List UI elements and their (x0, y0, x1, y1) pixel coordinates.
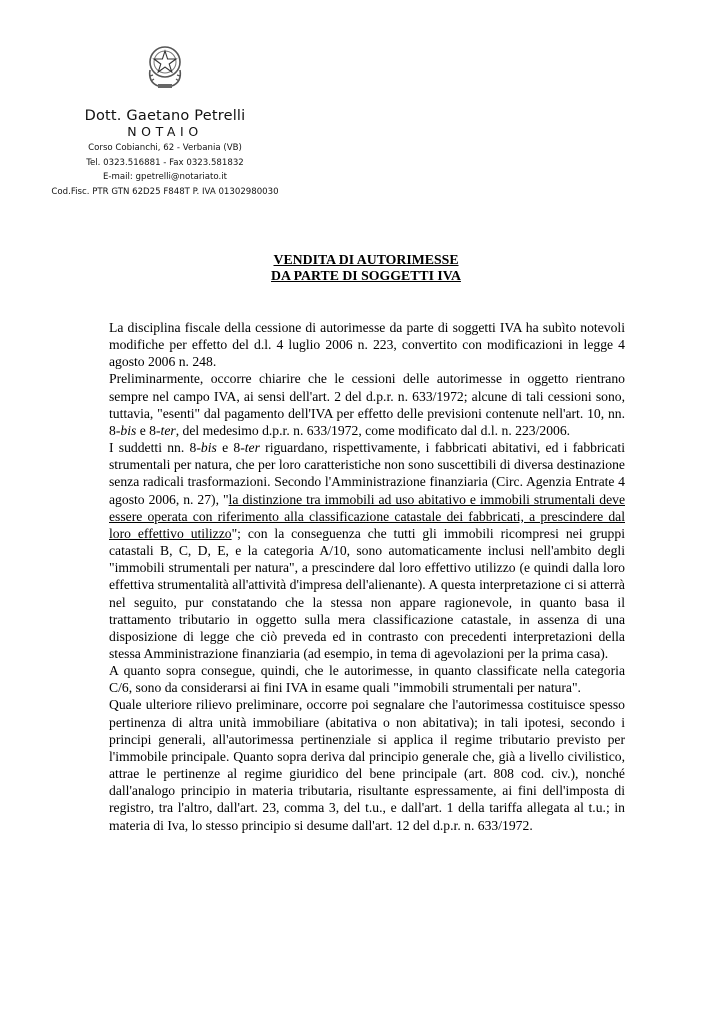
notary-name: Dott. Gaetano Petrelli (84, 108, 246, 124)
notary-address: Corso Cobianchi, 62 - Verbania (VB) (88, 143, 242, 153)
paragraph-3-bis: bis (200, 440, 217, 456)
document-body (109, 319, 625, 834)
paragraph-3-text-d: "; con la conseguenza che tutti gli immobili ricompresi nei gruppi catastali B, C, D, E, e la categoria A/10, sono automaticamente inclusi nell'ambito degli "immobili strumentali per natura", a prescindere dal loro effettivo utilizzo (e quindi dalla loro effettiva strumentalità all'attività d'impresa dell'alienante). A questa interpretazione ci si atterrà nel seguito, pur constatando che la stessa non appare ragionevole, in quanto basa il trattamento tributario in oggetto sulla mera classificazione catastale, in assenza di una disposizione di legge che ciò preveda ed in contrasto con precedenti interpretazioni della stessa Amministrazione finanziaria (ad esempio, in tema di agevolazioni per la prima casa). (109, 525, 625, 661)
notary-title: NOTAIO (127, 124, 203, 139)
paragraph-2-bis: bis (120, 422, 137, 438)
paragraph-3-underlined-quote: la distinzione tra immobili ad uso abitativo e immobili strumentali deve essere operata con riferimento alla classificazione catastale dei fabbricati, a prescindere dal loro effettivo utilizzo (109, 491, 625, 541)
paragraph-4: A quanto sopra consegue, quindi, che le autorimesse, in quanto classificate nella categoria C/6, sono da considerarsi ai fini IVA in esame quali "immobili strumentali per natura". (109, 663, 625, 696)
paragraph-2 (109, 370, 625, 439)
document-title (160, 252, 572, 284)
document-title-line-2: DA PARTE DI SOGGETTI IVA (271, 268, 461, 283)
paragraph-3-ter: ter (244, 440, 260, 456)
italian-republic-emblem-icon (144, 42, 186, 92)
paragraph-3-text-a: I suddetti nn. 8- (109, 440, 201, 456)
paragraph-5: Quale ulteriore rilievo preliminare, occorre poi segnalare che l'autorimessa costituisce spesso pertinenza di altra unità immobiliare (abitativa o non abitativa); in tali ipotesi, secondo i principi generali, all'autorimessa pertinenziale si applica il regime tributario previsto per l'immobile principale. Quanto sopra deriva dal principio generale che, già a livello civilistico, attrae le pertinenze al regime giuridico del bene principale (art. 808 cod. civ.), nonché dall'analogo principio in materia tributaria, risultante espressamente, ai fini dell'imposta di registro, tra l'altro, dall'art. 23, comma 3, del t.u., e dall'art. 1 della tariffa allegata al t.u.; in materia di Iva, lo stesso principio si desume dall'art. 12 del d.p.r. n. 633/1972. (109, 697, 625, 833)
paragraph-3-text-c: riguardano, rispettivamente, i fabbricati abitativi, ed i fabbricati strumentali per natura, che per loro caratteristiche non sono suscettibili di diversa destinazione senza radicali trasformazioni. Secondo l'Amministrazione finanziaria (Circ. Agenzia Entrate 4 agosto 2006, n. 27), " (109, 440, 625, 507)
document-title-line-1: VENDITA DI AUTORIMESSE (273, 252, 459, 267)
letterhead (40, 42, 290, 199)
paragraph-2-text-b: e 8- (136, 422, 161, 438)
paragraph-2-ter: ter (160, 422, 176, 438)
paragraph-2-text-c: , del medesimo d.p.r. n. 633/1972, come modificato dal d.l. n. 223/2006. (175, 422, 571, 438)
paragraph-2-text-a: Preliminarmente, occorre chiarire che le cessioni delle autorimesse in oggetto rientrano sempre nel campo IVA, ai sensi dell'art. 2 del d.p.r. n. 633/1972; alcune di tali cessioni sono, tuttavia, "esenti" dal pagamento dell'IVA per effetto delle previsioni contenute nell'art. 10, nn. 8- (109, 371, 625, 438)
notary-tax-codes: Cod.Fisc. PTR GTN 62D25 F848T P. IVA 01302980030 (51, 186, 279, 197)
paragraph-3-text-b: e 8- (216, 440, 245, 456)
paragraph-1: La disciplina fiscale della cessione di autorimesse da parte di soggetti IVA ha subìto notevoli modifiche per effetto del d.l. 4 luglio 2006 n. 223, convertito con modificazioni in legge 4 agosto 2006 n. 248. (109, 320, 625, 370)
notary-email: E-mail: gpetrelli@notariato.it (102, 172, 228, 183)
paragraph-3 (109, 439, 625, 662)
notary-phone: Tel. 0323.516881 - Fax 0323.581832 (86, 157, 244, 168)
